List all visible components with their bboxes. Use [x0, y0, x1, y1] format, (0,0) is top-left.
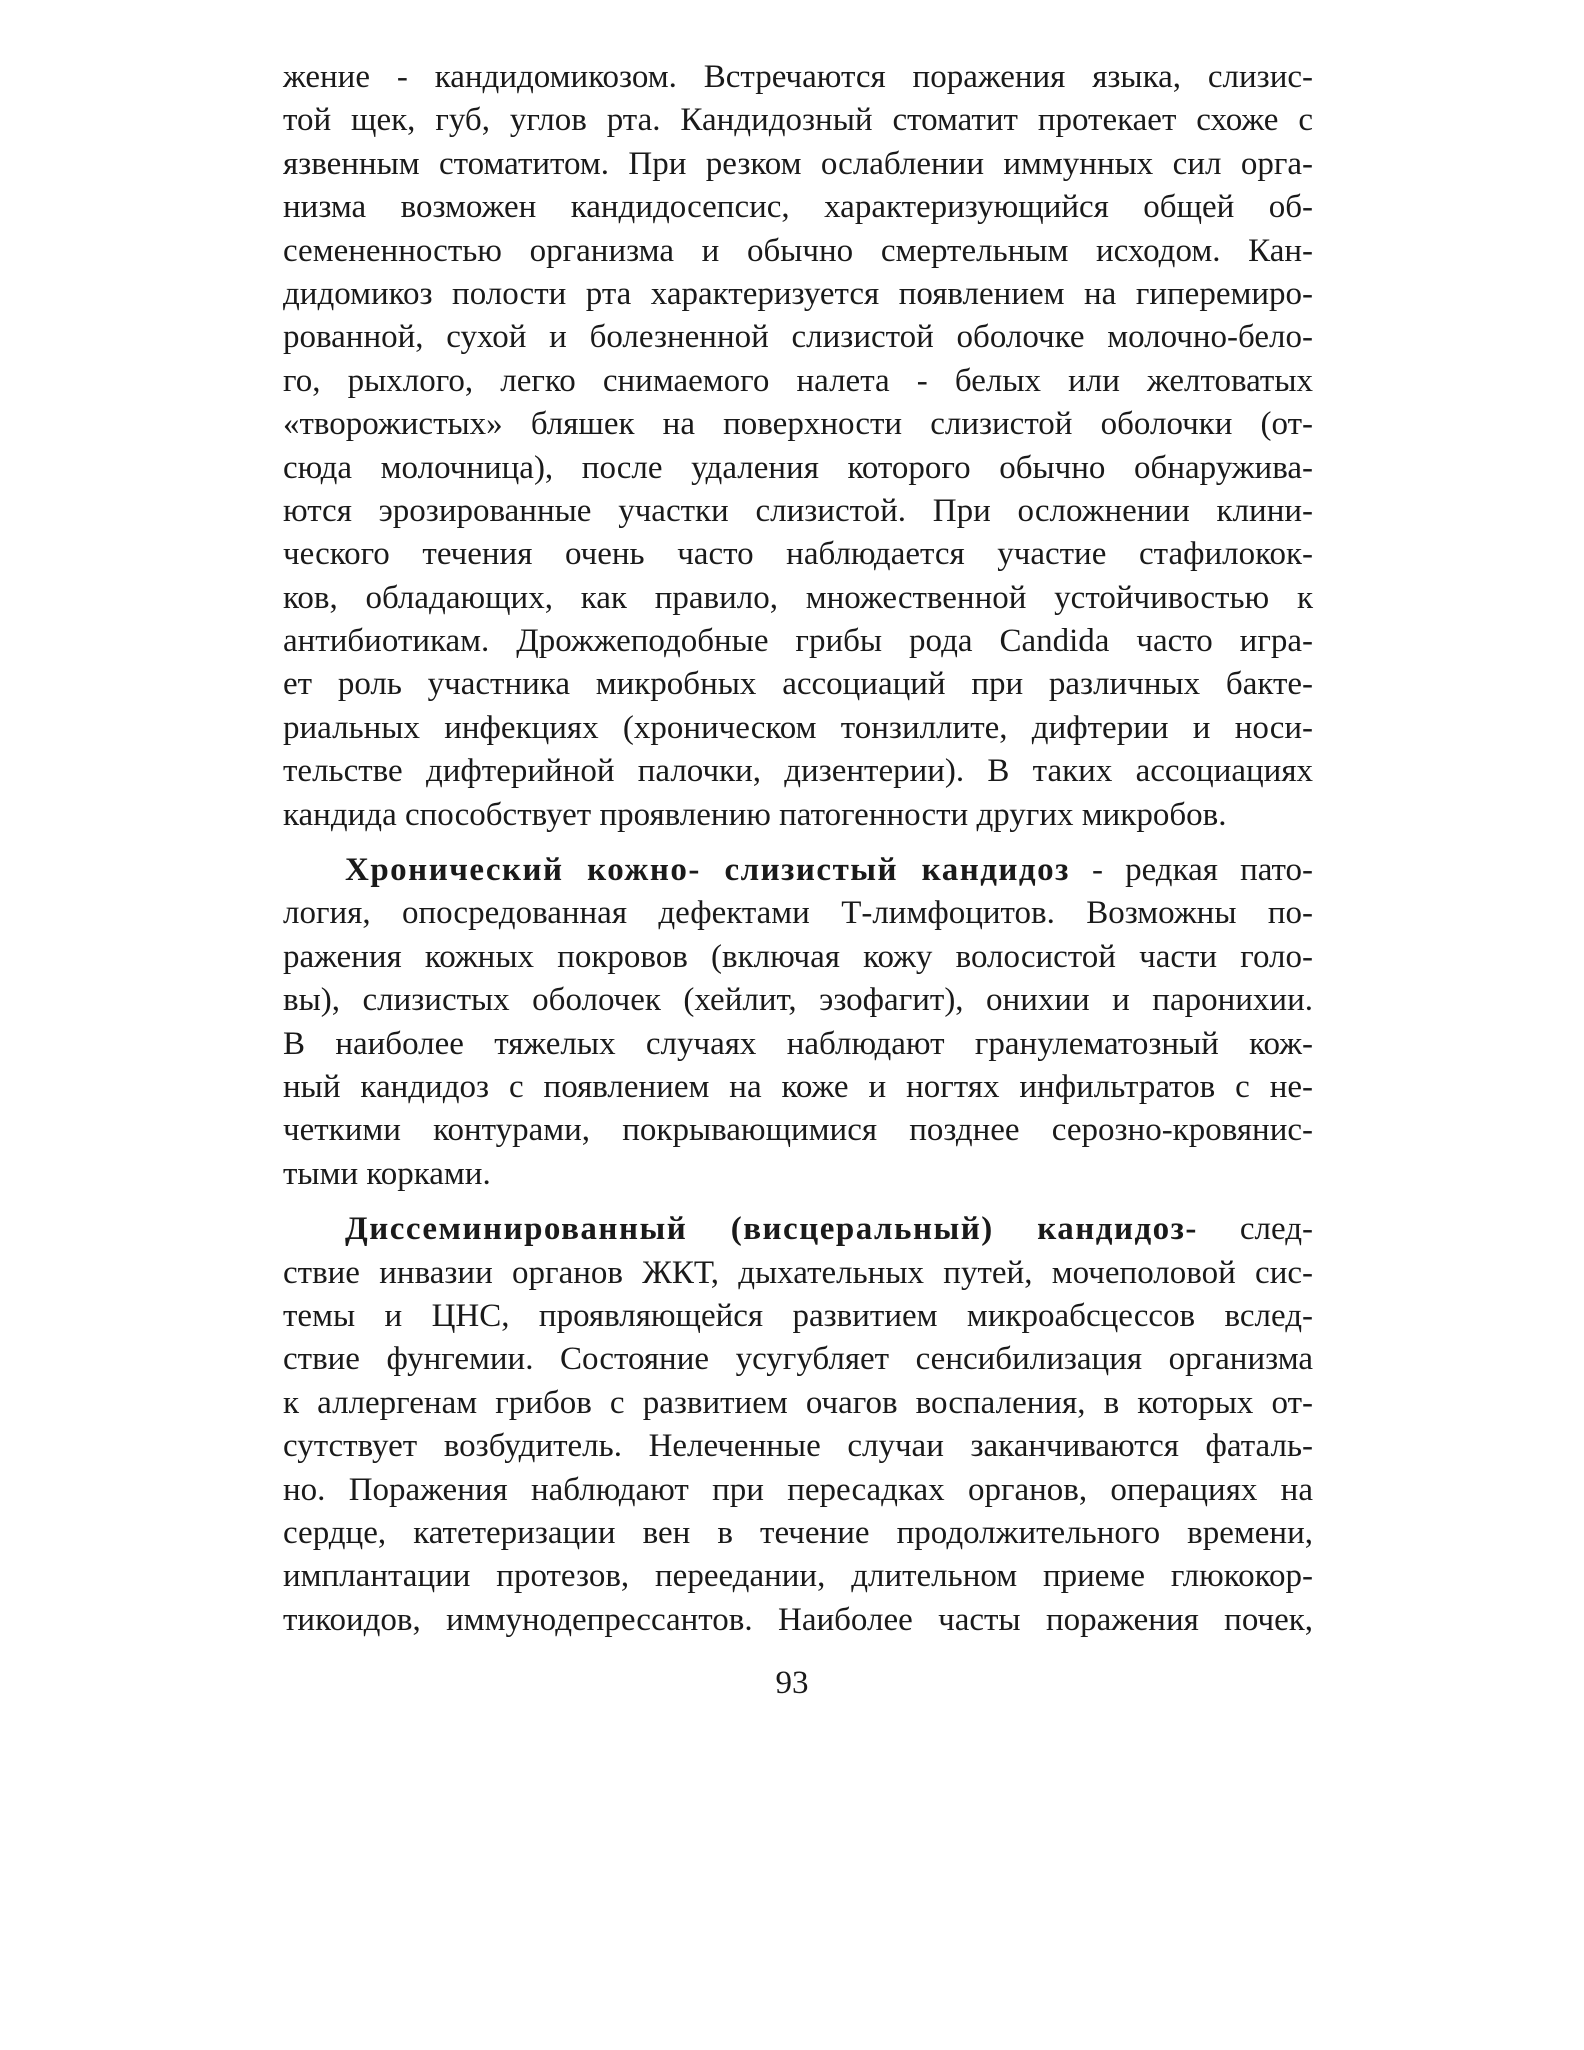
text-line: вы), слизистых оболочек (хейлит, эзофагит), онихии и паронихии.: [283, 982, 1313, 1019]
text-line: но. Поражения наблюдают при пересадках органов, операциях на: [283, 1471, 1313, 1508]
text-line: рованной, сухой и болезненной слизистой оболочке молочно-бело-: [283, 319, 1313, 356]
text-line: ный кандидоз с появлением на коже и ногтях инфильтратов с не-: [283, 1068, 1313, 1105]
text-line: риальных инфекциях (хроническом тонзиллите, дифтерии и носи-: [283, 709, 1313, 746]
text-line: кандида способствует проявлению патогенности других микробов.: [283, 796, 1227, 833]
text-line: низма возможен кандидосепсис, характеризующийся общей об-: [283, 189, 1313, 226]
text-line: го, рыхлого, легко снимаемого налета - белых или желтоватых: [283, 362, 1313, 399]
paragraph-disseminated-candidiasis: [283, 1208, 1313, 1642]
text-line-first: [283, 849, 1313, 892]
text-line: логия, опосредованная дефектами Т-лимфоцитов. Возможны по-: [283, 895, 1313, 932]
body-text: [283, 56, 1313, 1642]
text-line: ет роль участника микробных ассоциаций при различных бакте-: [283, 666, 1313, 703]
text-line: ствие инвазии органов ЖКТ, дыхательных путей, мочеполовой сис-: [283, 1254, 1313, 1291]
text-line: к аллергенам грибов с развитием очагов воспаления, в которых от-: [283, 1384, 1313, 1421]
text-line: имплантации протезов, переедании, длительном приеме глюкокор-: [283, 1558, 1313, 1595]
term-chronic-mucocutaneous: Хронический кожно- слизистый кандидоз: [345, 852, 1070, 889]
paragraph-chronic-mucocutaneous-candidiasis: [283, 849, 1313, 1196]
page-number: 93: [775, 1665, 809, 1701]
text-line: сердце, катетеризации вен в течение продолжительного времени,: [283, 1514, 1313, 1551]
text-line: четкими контурами, покрывающимися позднее серозно-кровянис-: [283, 1112, 1313, 1149]
term-disseminated: Диссеминированный (висцеральный) кандидоз-: [345, 1211, 1198, 1248]
text-line: сюда молочница), после удаления которого обычно обнаружива-: [283, 449, 1313, 486]
text-line: В наиболее тяжелых случаях наблюдают гранулематозный кож-: [283, 1025, 1313, 1062]
paragraph-gap: [283, 1196, 1313, 1208]
paragraph-candidomycosis-oral: [283, 56, 1313, 837]
text-line: ражения кожных покровов (включая кожу волосистой части голо-: [283, 938, 1313, 975]
text-line: тельстве дифтерийной палочки, дизентерии). В таких ассоциациях: [283, 753, 1313, 790]
text-line: ков, обладающих, как правило, множественной устойчивостью к: [283, 579, 1313, 616]
text-line: темы и ЦНС, проявляющейся развитием микроабсцессов вслед-: [283, 1297, 1313, 1334]
term-continuation: - редкая пато-: [1069, 852, 1313, 889]
text-line: ческого течения очень часто наблюдается участие стафилокок-: [283, 536, 1313, 573]
text-line: той щек, губ, углов рта. Кандидозный стоматит протекает схоже с: [283, 102, 1313, 139]
text-line: семененностью организма и обычно смертельным исходом. Кан-: [283, 232, 1313, 269]
text-line-first: [283, 1208, 1313, 1251]
paragraph-gap: [283, 837, 1313, 849]
text-line: тыми корками.: [283, 1155, 491, 1192]
text-line: жение - кандидомикозом. Встречаются поражения языка, слизис-: [283, 59, 1313, 95]
text-line: дидомикоз полости рта характеризуется появлением на гиперемиро-: [283, 275, 1313, 312]
text-line: сутствует возбудитель. Нелеченные случаи заканчиваются фаталь-: [283, 1428, 1313, 1465]
text-line: тикоидов, иммунодепрессантов. Наиболее часты поражения почек,: [283, 1601, 1313, 1638]
text-line: антибиотикам. Дрожжеподобные грибы рода Candida часто игра-: [283, 623, 1313, 660]
text-line: ствие фунгемии. Состояние усугубляет сенсибилизация организма: [283, 1341, 1313, 1378]
text-line: язвенным стоматитом. При резком ослаблении иммунных сил орга-: [283, 145, 1313, 182]
text-line: «творожистых» бляшек на поверхности слизистой оболочки (от-: [283, 406, 1313, 443]
text-line: ются эрозированные участки слизистой. При осложнении клини-: [283, 492, 1313, 529]
term-continuation: след-: [1197, 1211, 1313, 1248]
